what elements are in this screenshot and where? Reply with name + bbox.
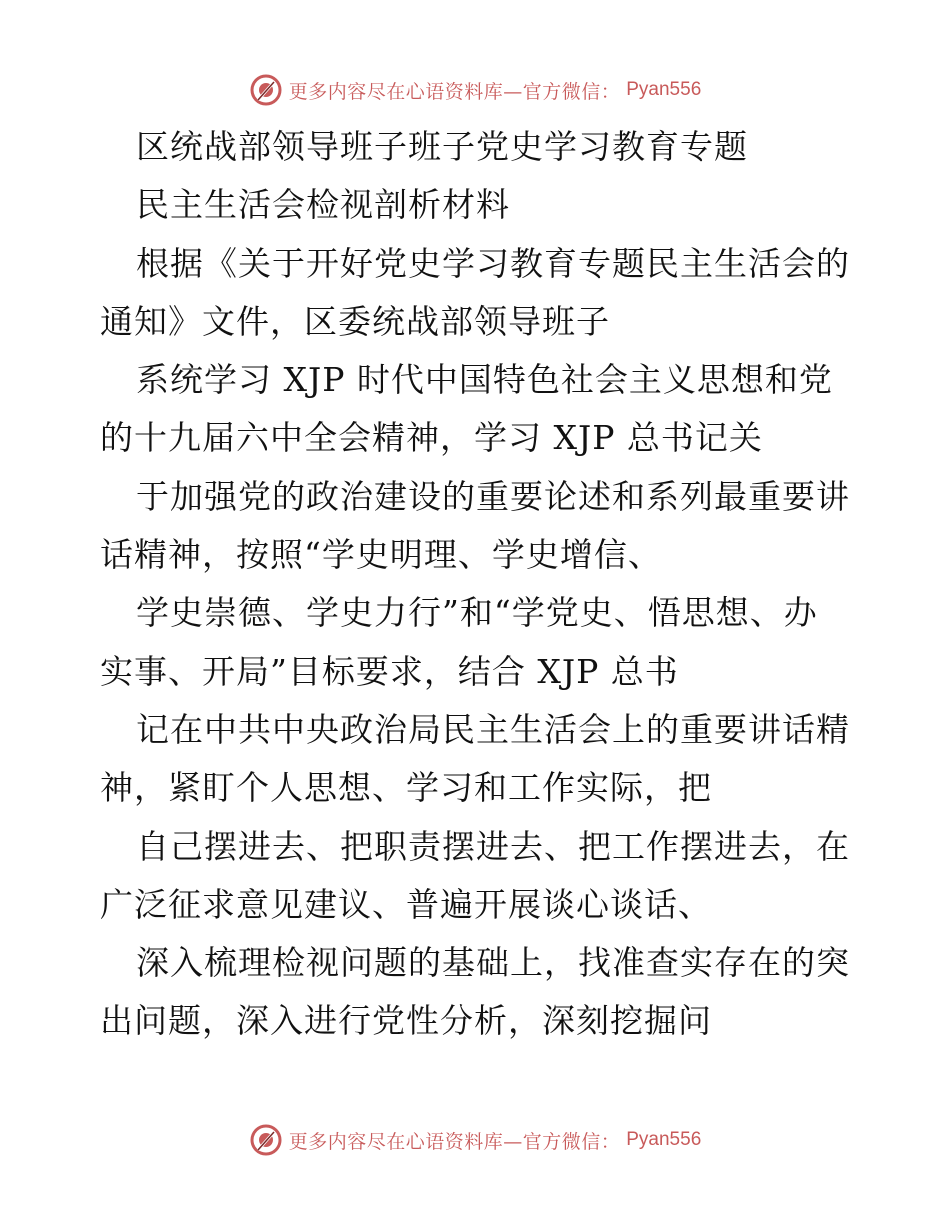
document-line: 民主生活会检视剖析材料 (136, 185, 510, 225)
document-line: 深入梳理检视问题的基础上，找准查实存在的突 (136, 943, 850, 983)
document-line: 自己摆进去、把职责摆进去、把工作摆进去，在 (136, 826, 850, 866)
document-line: 于加强党的政治建设的重要论述和系列最重要讲 (136, 476, 850, 516)
document-line: 记在中共中央政治局民主生活会上的重要讲话精 (136, 709, 850, 749)
document-line: 区统战部领导班子班子党史学习教育专题 (136, 127, 748, 166)
document-line: 出问题，深入进行党性分析，深刻挖掘问 (100, 1001, 712, 1041)
document-line: 根据《关于开好党史学习教育专题民主生活会的 (136, 243, 850, 283)
document-line: 通知》文件，区委统战部领导班子 (100, 301, 610, 341)
brand-logo-icon (249, 73, 283, 107)
header-watermark-banner (0, 70, 950, 110)
footer-banner-text: 更多内容尽在心语资料库—官方微信： (288, 1130, 621, 1153)
document-line: 系统学习 XJP 时代中国特色社会主义思想和党 (136, 360, 833, 400)
footer-watermark-banner (0, 1120, 950, 1160)
brand-logo-icon (249, 1123, 283, 1157)
header-banner-text: 更多内容尽在心语资料库—官方微信： (288, 80, 621, 103)
document-line: 广泛征求意见建议、普遍开展谈心谈话、 (100, 884, 712, 924)
document-body (100, 118, 860, 1051)
document-line: 的十九届六中全会精神，学习 XJP 总书记关 (100, 418, 763, 458)
document-line: 话精神，按照“学史明理、学史增信、 (100, 535, 662, 575)
document-line: 神，紧盯个人思想、学习和工作实际，把 (100, 768, 712, 808)
header-banner-wechat-id: Pyan556 (626, 79, 702, 100)
document-line: 学史崇德、学史力行”和“学党史、悟思想、办 (136, 593, 818, 633)
document-line: 实事、开局”目标要求，结合 XJP 总书 (100, 651, 679, 691)
footer-banner-wechat-id: Pyan556 (626, 1129, 702, 1150)
